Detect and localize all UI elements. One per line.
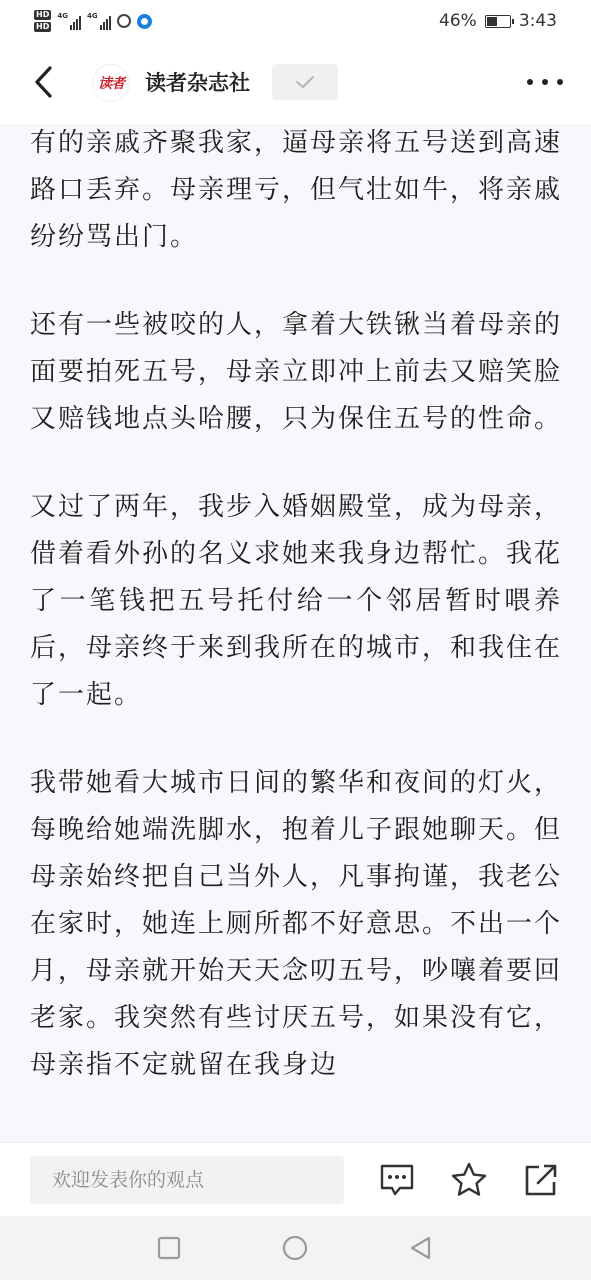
- account-name[interactable]: 读者杂志社: [145, 71, 250, 95]
- more-dot: [557, 79, 563, 85]
- circle-icon: [281, 1234, 309, 1262]
- article-paragraph-2: 还有一些被咬的人，拿着大铁锹当着母亲的面要拍死五号，母亲立即冲上前去又赔笑脸又赔钱地点头哈腰，只为保住五号的性命。: [30, 310, 563, 434]
- recents-button[interactable]: [155, 1234, 183, 1262]
- triangle-back-icon: [407, 1234, 435, 1262]
- share-icon: [522, 1161, 560, 1199]
- signal-icon-sim2: [87, 12, 111, 30]
- home-button[interactable]: [281, 1234, 309, 1262]
- signal-icon-sim1: [57, 12, 81, 30]
- follow-button[interactable]: [272, 64, 338, 100]
- star-icon: [450, 1161, 488, 1199]
- network-type-1: 4G: [57, 12, 68, 20]
- hd-badge-2: HD: [36, 22, 50, 31]
- favorite-button[interactable]: [450, 1161, 488, 1199]
- hd-indicators: [34, 10, 51, 32]
- comment-icon: [378, 1161, 416, 1199]
- more-dot: [542, 79, 548, 85]
- article-paragraph-1: 有的亲戚齐聚我家，逼母亲将五号送到高速路口丢弃。母亲理亏，但气壮如牛，将亲戚纷纷骂出门。: [30, 128, 563, 252]
- article-paragraph-3: 又过了两年，我步入婚姻殿堂，成为母亲，借着看外孙的名义求她来我身边帮忙。我花了一笔钱把五号托付给一个邻居暂时喂养后，母亲终于来到我所在的城市，和我住在了一起。: [30, 492, 563, 710]
- chevron-left-icon: [28, 62, 64, 102]
- publisher-logo[interactable]: [92, 64, 130, 102]
- clock: 3:43: [518, 11, 557, 31]
- square-icon: [155, 1234, 183, 1262]
- app-header: [0, 42, 591, 124]
- check-icon: [295, 74, 315, 90]
- status-right: [439, 9, 557, 33]
- comment-input[interactable]: [30, 1156, 344, 1204]
- back-button[interactable]: [28, 62, 64, 102]
- status-bar: [0, 0, 591, 42]
- hd-badge-1: HD: [36, 10, 50, 19]
- system-back-button[interactable]: [407, 1234, 435, 1262]
- battery-percent: 46%: [439, 11, 477, 31]
- share-button[interactable]: [522, 1161, 560, 1199]
- battery-icon: [485, 15, 511, 28]
- more-dot: [527, 79, 533, 85]
- status-left: [34, 6, 152, 36]
- article-content: [30, 124, 562, 1130]
- battery-level: [487, 17, 497, 26]
- browser-notification-icon: [137, 14, 152, 29]
- comment-button[interactable]: [378, 1161, 416, 1199]
- article-paragraph-4: 我带她看大城市日间的繁华和夜间的灯火，每晚给她端洗脚水，抱着儿子跟她聊天。但母亲始终把自己当外人，凡事拘谨，我老公在家时，她连上厕所都不好意思。不出一个月，母亲就开始天天念叨五号，吵嚷着要回老家。我突然有些讨厌五号，如果没有它，母亲指不定就留在我身边: [30, 768, 563, 1080]
- system-nav-bar: [0, 1216, 591, 1280]
- more-button[interactable]: [527, 70, 563, 94]
- app-notification-icon: [117, 14, 131, 28]
- article-body[interactable]: [0, 124, 591, 1142]
- comment-bar: [0, 1142, 591, 1216]
- logo-text: 读者: [98, 76, 124, 92]
- network-type-2: 4G: [86, 12, 98, 20]
